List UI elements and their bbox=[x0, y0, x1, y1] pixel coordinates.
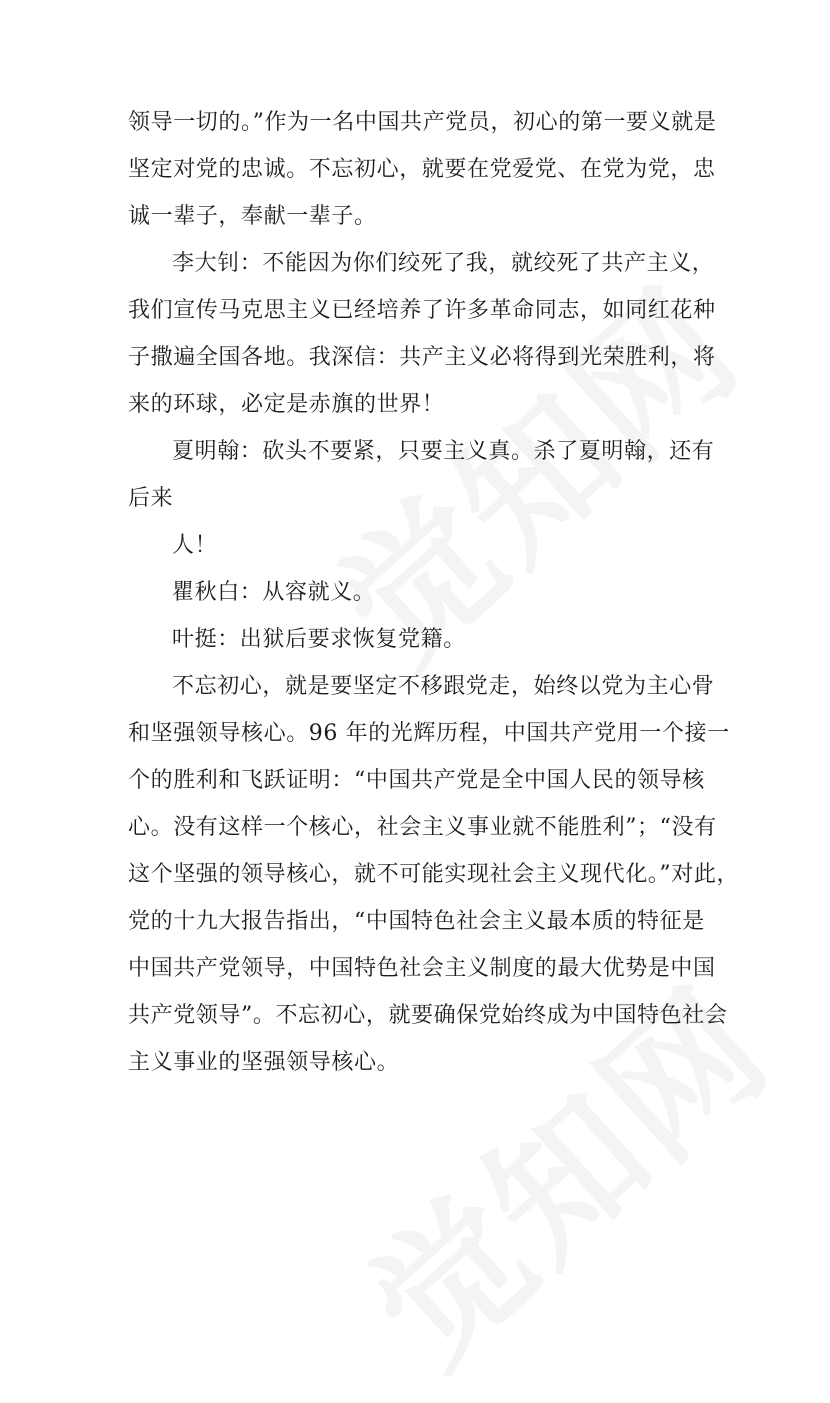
text-line: 叶挺：出狱后要求恢复党籍。 bbox=[172, 627, 466, 652]
text-line: 这个坚强的领导核心，就不可能实现社会主义现代化。”对此， bbox=[128, 862, 740, 887]
text-line: 共产党领导”。不忘初心，就要确保党始终成为中国特色社会 bbox=[128, 1003, 728, 1028]
text-line: 不忘初心，就是要坚定不移跟党走，始终以党为主心骨 bbox=[172, 674, 715, 699]
text-line: 诚一辈子，奉献一辈子。 bbox=[128, 204, 377, 229]
text-line: 夏明翰：砍头不要紧，只要主义真。杀了夏明翰，还有 bbox=[172, 439, 715, 464]
text-line: 我们宣传马克思主义已经培养了许多革命同志，如同红花种 bbox=[128, 298, 716, 323]
text-line: 心。没有这样一个核心，社会主义事业就不能胜利”；“没有 bbox=[128, 815, 717, 840]
text-line: 人！ bbox=[172, 533, 218, 558]
text-line: 中国共产党领导，中国特色社会主义制度的最大优势是中国 bbox=[128, 956, 716, 981]
text-line: 子撒遍全国各地。我深信：共产主义必将得到光荣胜利，将 bbox=[128, 345, 716, 370]
text-line: 和坚强领导核心。96 年的光辉历程，中国共产党用一个接一 bbox=[128, 721, 730, 746]
text-line: 坚定对党的忠诚。不忘初心，就要在党爱党、在党为党，忠 bbox=[128, 157, 716, 182]
text-line: 党的十九大报告指出，“中国特色社会主义最本质的特征是 bbox=[128, 909, 705, 934]
text-line: 主义事业的坚强领导核心。 bbox=[128, 1050, 400, 1075]
text-line: 瞿秋白：从容就义。 bbox=[172, 580, 376, 605]
text-line: 个的胜利和飞跃证明：“中国共产党是全中国人民的领导核 bbox=[128, 768, 705, 793]
text-line: 领导一切的。”作为一名中国共产党员，初心的第一要义就是 bbox=[128, 110, 717, 135]
text-line: 李大钊：不能因为你们绞死了我，就绞死了共产主义， bbox=[172, 251, 715, 276]
text-line: 后来 bbox=[128, 486, 174, 511]
text-line: 来的环球，必定是赤旗的世界！ bbox=[128, 392, 445, 417]
body-text bbox=[128, 108, 740, 1095]
